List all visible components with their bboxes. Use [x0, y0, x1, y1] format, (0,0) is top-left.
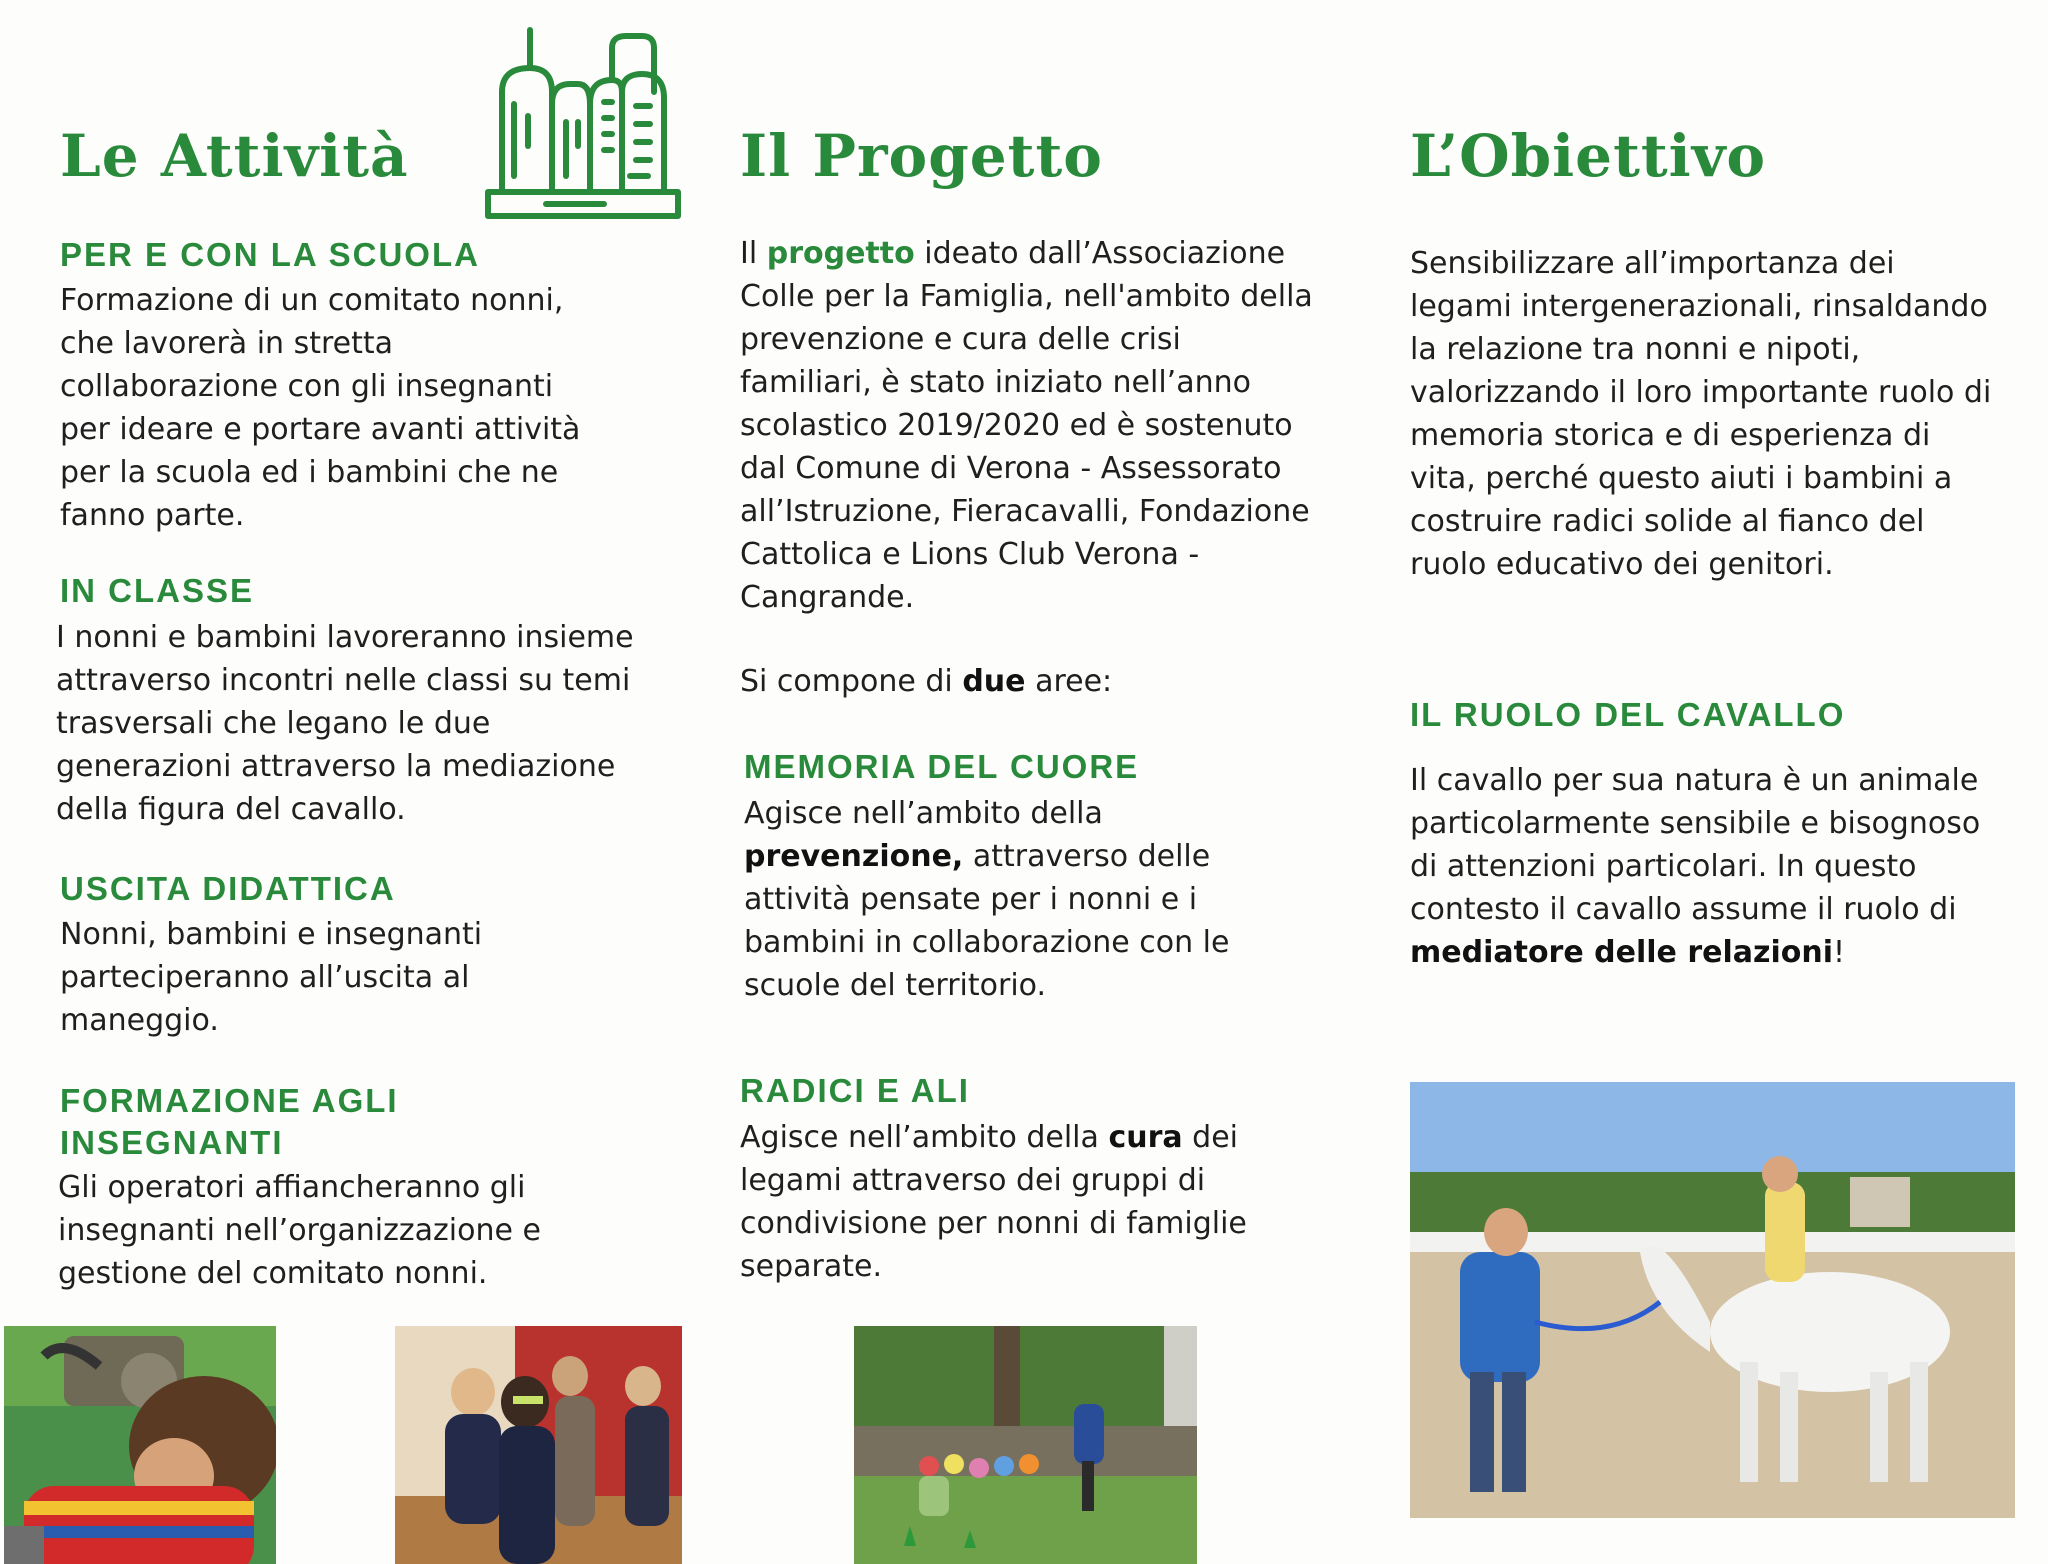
photo-child-telephone [4, 1326, 276, 1564]
heading-il-ruolo-del-cavallo: IL RUOLO DEL CAVALLO [1410, 696, 1846, 733]
text-in-classe: I nonni e bambini lavoreranno insieme attraverso incontri nelle classi su temi trasversali che legano le due generazioni attraverso la mediazione della figura del cavallo. [56, 620, 634, 827]
title-l-obiettivo: L’Obiettivo [1410, 122, 1767, 190]
text-radici-e-ali: Agisce nell’ambito della cura dei legami attraverso dei gruppi di condivisione per nonni di famiglie separate. [740, 1120, 1247, 1284]
text-uscita-didattica: Nonni, bambini e insegnanti parteciperanno all’uscita al maneggio. [60, 917, 483, 1038]
text-memoria-del-cuore: Agisce nell’ambito della prevenzione, attraverso delle attività pensate per i nonni e i bambini in collaborazione con le scuole del territorio. [744, 796, 1230, 1003]
photo-children-blindfolded [395, 1326, 682, 1564]
city-buildings-icon [482, 26, 684, 224]
text-il-ruolo-del-cavallo: Il cavallo per sua natura è un animale particolarmente sensibile e bisognoso di attenzioni particolari. In questo contesto il cavallo assume il ruolo di mediatore delle relazioni! [1410, 763, 1981, 970]
text-per-e-con-la-scuola: Formazione di un comitato nonni, che lavorerà in stretta collaborazione con gli insegnanti per ideare e portare avanti attività per la scuola ed i bambini che ne fanno parte. [60, 283, 581, 533]
photo-horse-riding [1410, 1082, 2015, 1518]
heading-per-e-con-la-scuola: PER E CON LA SCUOLA [60, 236, 480, 273]
heading-in-classe: IN CLASSE [60, 572, 255, 609]
text-formazione-agli-insegnanti: Gli operatori affiancheranno gli insegnanti nell’organizzazione e gestione del comitato nonni. [58, 1170, 541, 1291]
heading-memoria-del-cuore: MEMORIA DEL CUORE [744, 748, 1140, 785]
heading-uscita-didattica: USCITA DIDATTICA [60, 870, 396, 907]
text-obiettivo: Sensibilizzare all’importanza dei legami intergenerazionali, rinsaldando la relazione tra nonni e nipoti, valorizzando il loro importante ruolo di memoria storica e di esperienza di vita, perché questo aiuti i bambini a costruire radici solide al fianco del ruolo educativo dei genitori. [1410, 246, 1992, 582]
photo-children-park [854, 1326, 1197, 1564]
text-aree: Si compone di due aree: [740, 664, 1113, 699]
heading-formazione-agli-insegnanti: FORMAZIONE AGLI INSEGNANTI [60, 1082, 399, 1161]
heading-radici-e-ali: RADICI E ALI [740, 1072, 970, 1109]
text-progetto-intro: Il progetto ideato dall’Associazione Colle per la Famiglia, nell'ambito della prevenzione e cura delle crisi familiari, è stato iniziato nell’anno scolastico 2019/2020 ed è sostenuto dal Comune di Verona - Assessorato all’Istruzione, Fieracavalli, Fondazione Cattolica e Lions Club Verona - Cangrande. [740, 236, 1313, 615]
title-le-attivita: Le Attività [60, 122, 409, 190]
title-il-progetto: Il Progetto [740, 122, 1103, 190]
